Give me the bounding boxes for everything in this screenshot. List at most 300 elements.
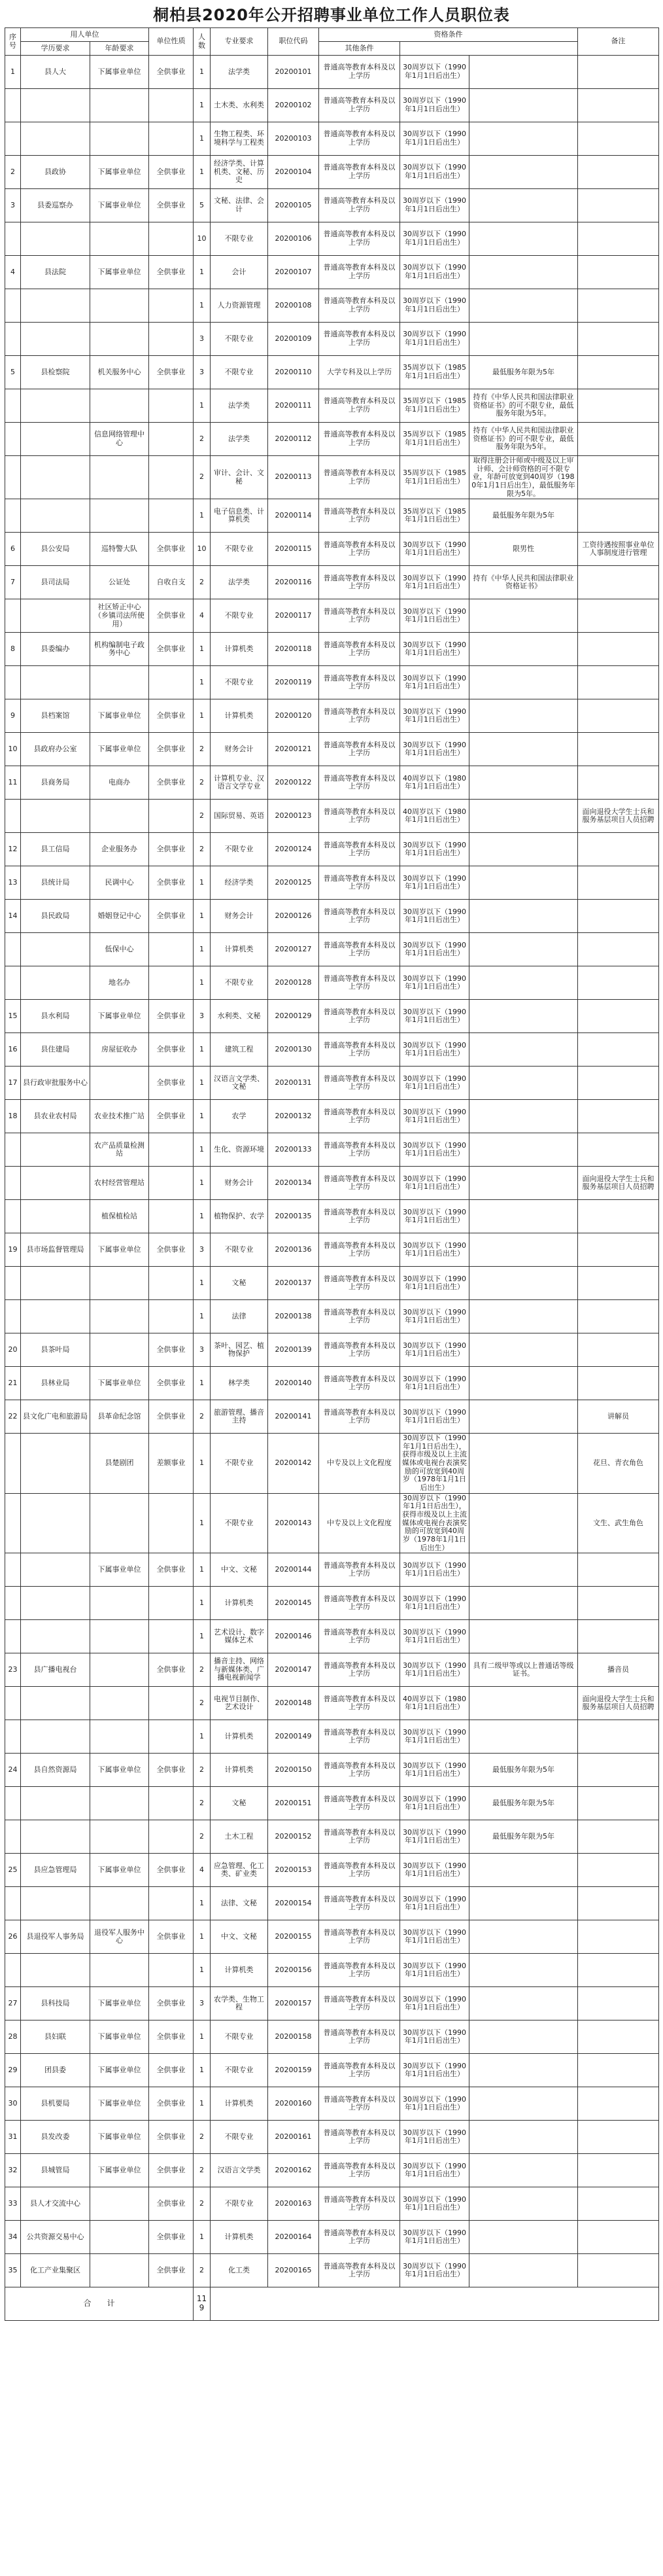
dept-cell [21,1720,90,1754]
unit-cell: 下属事业单位 [90,1367,149,1400]
seq-cell: 25 [5,1854,21,1887]
major-cell: 文秘 [211,1267,268,1300]
education-cell: 普通高等教育本科及以上学历 [319,2020,400,2054]
seq-cell [5,456,21,499]
age-cell: 30周岁以下（1990年1月1日后出生） [400,866,469,900]
age-cell: 30周岁以下（1990年1月1日后出生） [400,2121,469,2154]
major-cell: 不限专业 [211,1493,268,1553]
note-cell [578,1333,659,1367]
unit-type-cell: 全供事业 [149,2087,194,2121]
people-cell: 4 [194,599,211,633]
education-cell: 普通高等教育本科及以上学历 [319,1854,400,1887]
header-unit-type: 单位性质 [149,28,194,56]
age-cell: 30周岁以下（1990年1月1日后出生） [400,1233,469,1267]
seq-cell: 23 [5,1653,21,1687]
age-cell: 30周岁以下（1990年1月1日后出生） [400,1653,469,1687]
other-cond-cell [469,1587,578,1620]
unit-cell [90,1067,149,1100]
seq-cell: 13 [5,866,21,900]
other-cond-cell [469,1100,578,1133]
table-row [5,866,659,900]
seq-cell: 14 [5,900,21,933]
dept-cell: 县委编办 [21,633,90,666]
age-cell: 35周岁以下（1985年1月1日后出生） [400,423,469,456]
other-cond-cell [469,1267,578,1300]
total-blank [211,2287,659,2321]
unit-type-cell: 全供事业 [149,599,194,633]
people-cell: 10 [194,222,211,256]
age-cell: 30周岁以下（1990年1月1日后出生） [400,156,469,189]
unit-type-cell: 全供事业 [149,1067,194,1100]
age-cell: 30周岁以下（1990年1月1日后出生） [400,222,469,256]
other-cond-cell [469,222,578,256]
code-cell: 20200151 [268,1787,319,1820]
code-cell: 20200132 [268,1100,319,1133]
table-row [5,1920,659,1954]
dept-cell: 县机要局 [21,2087,90,2121]
major-cell: 文秘 [211,1787,268,1820]
unit-cell [90,1333,149,1367]
code-cell: 20200165 [268,2254,319,2287]
education-cell: 普通高等教育本科及以上学历 [319,1820,400,1854]
unit-cell [90,1954,149,1987]
code-cell: 20200164 [268,2221,319,2254]
dept-cell: 化工产业集聚区 [21,2254,90,2287]
people-cell: 2 [194,2121,211,2154]
education-cell: 普通高等教育本科及以上学历 [319,699,400,733]
people-cell: 2 [194,1787,211,1820]
people-cell: 2 [194,733,211,766]
unit-type-cell: 全供事业 [149,1653,194,1687]
table-row [5,2154,659,2187]
unit-cell: 下属事业单位 [90,2087,149,2121]
seq-cell: 9 [5,699,21,733]
note-cell [578,1620,659,1653]
unit-cell: 下属事业单位 [90,1987,149,2020]
other-cond-cell [469,2221,578,2254]
unit-cell [90,1620,149,1653]
seq-cell [5,599,21,633]
header-other: 其他条件 [319,42,400,56]
other-cond-cell: 最低服务年限为5年 [469,356,578,389]
major-cell: 计算机类 [211,699,268,733]
seq-cell [5,666,21,699]
other-cond-cell [469,289,578,323]
major-cell: 不限专业 [211,666,268,699]
other-cond-cell: 取得注册会计师或中级及以上审计师、会计师资格的可不限专业，年龄可放宽到40周岁（1980年1月1日后出生），最低服务年限为5年。 [469,456,578,499]
note-cell [578,1300,659,1333]
unit-type-cell: 全供事业 [149,1033,194,1067]
major-cell: 不限专业 [211,533,268,566]
unit-cell [90,1493,149,1553]
table-row [5,1687,659,1720]
unit-cell [90,1887,149,1920]
code-cell: 20200110 [268,356,319,389]
table-row [5,566,659,599]
education-cell: 中专及以上文化程度 [319,1434,400,1493]
other-cond-cell: 最低服务年限为5年 [469,499,578,533]
major-cell: 计算机类 [211,1754,268,1787]
other-cond-cell [469,2254,578,2287]
code-cell: 20200101 [268,56,319,89]
education-cell: 普通高等教育本科及以上学历 [319,499,400,533]
age-cell: 30周岁以下（1990年1月1日后出生） [400,323,469,356]
seq-cell [5,323,21,356]
unit-cell: 下属事业单位 [90,189,149,222]
other-cond-cell: 最低服务年限为5年 [469,1787,578,1820]
table-row [5,1620,659,1653]
seq-cell [5,389,21,423]
unit-type-cell: 全供事业 [149,2221,194,2254]
major-cell: 植物保护、农学 [211,1200,268,1233]
other-cond-cell [469,833,578,866]
dept-cell: 县政协 [21,156,90,189]
header-code: 职位代码 [268,28,319,56]
note-cell [578,89,659,122]
unit-type-cell [149,1620,194,1653]
code-cell: 20200103 [268,122,319,156]
unit-cell: 低保中心 [90,933,149,966]
table-row [5,289,659,323]
education-cell: 普通高等教育本科及以上学历 [319,2254,400,2287]
people-cell: 2 [194,2254,211,2287]
note-cell [578,56,659,89]
age-cell: 30周岁以下（1990年1月1日后出生） [400,1887,469,1920]
age-cell: 30周岁以下（1990年1月1日后出生） [400,1167,469,1200]
code-cell: 20200143 [268,1493,319,1553]
table-row [5,1653,659,1687]
age-cell: 30周岁以下（1990年1月1日后出生），获得市级及以上主流媒体或电视台表演奖励的可放宽到40周岁（1978年1月1日后出生） [400,1434,469,1493]
education-cell: 普通高等教育本科及以上学历 [319,89,400,122]
dept-cell: 县城管局 [21,2154,90,2187]
age-cell: 30周岁以下（1990年1月1日后出生） [400,633,469,666]
major-cell: 会计 [211,256,268,289]
seq-cell: 24 [5,1754,21,1787]
dept-cell: 县水利局 [21,1000,90,1033]
other-cond-cell [469,1367,578,1400]
note-cell [578,666,659,699]
other-cond-cell [469,1167,578,1200]
table-row [5,633,659,666]
dept-cell: 县应急管理局 [21,1854,90,1887]
other-cond-cell [469,1300,578,1333]
code-cell: 20200147 [268,1653,319,1687]
major-cell: 土木工程 [211,1820,268,1854]
seq-cell [5,1133,21,1167]
note-cell: 面向退役大学生士兵和服务基层项目人员招聘 [578,800,659,833]
code-cell: 20200133 [268,1133,319,1167]
header-education: 学历要求 [21,42,90,56]
other-cond-cell [469,633,578,666]
seq-cell: 2 [5,156,21,189]
dept-cell: 县广播电视台 [21,1653,90,1687]
unit-type-cell: 全供事业 [149,2054,194,2087]
dept-cell [21,1300,90,1333]
education-cell: 普通高等教育本科及以上学历 [319,1133,400,1167]
header-people: 人数 [194,28,211,56]
code-cell: 20200106 [268,222,319,256]
education-cell: 普通高等教育本科及以上学历 [319,2221,400,2254]
education-cell: 普通高等教育本科及以上学历 [319,1653,400,1687]
age-cell: 30周岁以下（1990年1月1日后出生） [400,1854,469,1887]
table-row [5,1100,659,1133]
other-cond-cell [469,2020,578,2054]
major-cell: 法学类 [211,389,268,423]
table-row [5,499,659,533]
other-cond-cell [469,189,578,222]
age-cell: 40周岁以下（1980年1月1日后出生） [400,766,469,800]
education-cell: 普通高等教育本科及以上学历 [319,289,400,323]
age-cell: 30周岁以下（1990年1月1日后出生） [400,699,469,733]
other-cond-cell [469,1920,578,1954]
education-cell: 普通高等教育本科及以上学历 [319,666,400,699]
other-cond-cell: 持有《中华人民共和国法律职业资格证书》的可不限专业，最低服务年限为5年。 [469,389,578,423]
table-row [5,733,659,766]
other-cond-cell [469,256,578,289]
unit-cell: 植保植检站 [90,1200,149,1233]
dept-cell: 县科技局 [21,1987,90,2020]
table-row [5,933,659,966]
note-cell [578,1100,659,1133]
education-cell: 普通高等教育本科及以上学历 [319,1553,400,1587]
dept-cell: 县商务局 [21,766,90,800]
major-cell: 财务会计 [211,900,268,933]
unit-cell [90,1720,149,1754]
people-cell: 1 [194,2054,211,2087]
people-cell: 1 [194,89,211,122]
seq-cell: 20 [5,1333,21,1367]
note-cell [578,2087,659,2121]
code-cell: 20200140 [268,1367,319,1400]
seq-cell: 11 [5,766,21,800]
code-cell: 20200108 [268,289,319,323]
code-cell: 20200162 [268,2154,319,2187]
note-cell [578,1267,659,1300]
table-row [5,900,659,933]
note-cell [578,1200,659,1233]
other-cond-cell [469,1400,578,1434]
unit-type-cell [149,423,194,456]
note-cell [578,733,659,766]
other-cond-cell [469,1720,578,1754]
seq-cell: 21 [5,1367,21,1400]
people-cell: 2 [194,1820,211,1854]
people-cell: 1 [194,1200,211,1233]
code-cell: 20200156 [268,1954,319,1987]
code-cell: 20200150 [268,1754,319,1787]
note-cell [578,699,659,733]
code-cell: 20200112 [268,423,319,456]
other-cond-cell [469,1620,578,1653]
unit-type-cell [149,89,194,122]
people-cell: 1 [194,1920,211,1954]
seq-cell: 3 [5,189,21,222]
unit-cell: 下属事业单位 [90,2121,149,2154]
unit-cell: 下属事业单位 [90,56,149,89]
other-cond-cell [469,599,578,633]
age-cell: 30周岁以下（1990年1月1日后出生） [400,89,469,122]
unit-type-cell: 全供事业 [149,56,194,89]
table-row [5,1033,659,1067]
seq-cell [5,1720,21,1754]
note-cell [578,633,659,666]
code-cell: 20200107 [268,256,319,289]
unit-type-cell: 全供事业 [149,1400,194,1434]
unit-cell [90,222,149,256]
age-cell: 30周岁以下（1990年1月1日后出生），获得市级及以上主流媒体或电视台表演奖励的可放宽到40周岁（1978年1月1日后出生） [400,1493,469,1553]
people-cell: 2 [194,1653,211,1687]
code-cell: 20200152 [268,1820,319,1854]
note-cell [578,222,659,256]
other-cond-cell [469,1067,578,1100]
age-cell: 30周岁以下（1990年1月1日后出生） [400,1754,469,1787]
education-cell: 普通高等教育本科及以上学历 [319,1587,400,1620]
unit-type-cell: 全供事业 [149,356,194,389]
unit-type-cell [149,389,194,423]
unit-cell: 地名办 [90,966,149,1000]
table-row [5,666,659,699]
age-cell: 30周岁以下（1990年1月1日后出生） [400,289,469,323]
education-cell: 普通高等教育本科及以上学历 [319,1067,400,1100]
unit-cell: 婚姻登记中心 [90,900,149,933]
major-cell: 经济学类 [211,866,268,900]
education-cell: 普通高等教育本科及以上学历 [319,1333,400,1367]
unit-type-cell: 全供事业 [149,2187,194,2221]
major-cell: 化工类 [211,2254,268,2287]
code-cell: 20200119 [268,666,319,699]
unit-type-cell [149,1300,194,1333]
unit-cell [90,1653,149,1687]
education-cell: 普通高等教育本科及以上学历 [319,1987,400,2020]
unit-type-cell [149,222,194,256]
note-cell [578,1720,659,1754]
unit-cell: 电商办 [90,766,149,800]
table-row [5,599,659,633]
unit-type-cell [149,456,194,499]
dept-cell [21,1133,90,1167]
major-cell: 播音主持、网络与新媒体类、广播电视新闻学 [211,1653,268,1687]
unit-cell: 下属事业单位 [90,1754,149,1787]
other-cond-cell [469,1553,578,1587]
other-cond-cell [469,2087,578,2121]
education-cell: 普通高等教育本科及以上学历 [319,1687,400,1720]
other-cond-cell [469,1133,578,1167]
major-cell: 计算机专业、汉语言文学专业 [211,766,268,800]
age-cell: 30周岁以下（1990年1月1日后出生） [400,2221,469,2254]
age-cell: 30周岁以下（1990年1月1日后出生） [400,1100,469,1133]
other-cond-cell [469,1333,578,1367]
education-cell: 中专及以上文化程度 [319,1493,400,1553]
unit-type-cell [149,1887,194,1920]
people-cell: 1 [194,289,211,323]
unit-cell: 民调中心 [90,866,149,900]
table-row [5,533,659,566]
note-cell [578,1920,659,1954]
dept-cell [21,599,90,633]
note-cell [578,933,659,966]
people-cell: 1 [194,933,211,966]
note-cell [578,1987,659,2020]
dept-cell [21,89,90,122]
unit-type-cell: 全供事业 [149,1233,194,1267]
table-row [5,1553,659,1587]
people-cell: 2 [194,423,211,456]
education-cell: 普通高等教育本科及以上学历 [319,766,400,800]
other-cond-cell [469,2121,578,2154]
dept-cell: 公共资源交易中心 [21,2221,90,2254]
note-cell [578,1887,659,1920]
age-cell: 35周岁以下（1985年1月1日后出生） [400,456,469,499]
dept-cell: 县茶叶局 [21,1333,90,1367]
people-cell: 2 [194,456,211,499]
code-cell: 20200139 [268,1333,319,1367]
unit-cell [90,289,149,323]
note-cell [578,423,659,456]
major-cell: 计算机类 [211,1720,268,1754]
major-cell: 法学类 [211,423,268,456]
unit-cell [90,323,149,356]
other-cond-cell: 最低服务年限为5年 [469,1754,578,1787]
education-cell: 普通高等教育本科及以上学历 [319,1300,400,1333]
people-cell: 1 [194,1167,211,1200]
age-cell: 30周岁以下（1990年1月1日后出生） [400,2087,469,2121]
note-cell: 播音员 [578,1653,659,1687]
code-cell: 20200105 [268,189,319,222]
education-cell: 普通高等教育本科及以上学历 [319,733,400,766]
unit-type-cell [149,1720,194,1754]
age-cell: 30周岁以下（1990年1月1日后出生） [400,666,469,699]
table-row [5,1400,659,1434]
unit-type-cell [149,499,194,533]
age-cell: 30周岁以下（1990年1月1日后出生） [400,56,469,89]
major-cell: 财务会计 [211,1167,268,1200]
note-cell [578,1033,659,1067]
people-cell: 1 [194,2221,211,2254]
other-cond-cell [469,1954,578,1987]
code-cell: 20200130 [268,1033,319,1067]
seq-cell: 28 [5,2020,21,2054]
table-row [5,2121,659,2154]
major-cell: 国际贸易、英语 [211,800,268,833]
age-cell: 40周岁以下（1980年1月1日后出生） [400,1687,469,1720]
education-cell: 普通高等教育本科及以上学历 [319,1367,400,1400]
unit-cell [90,456,149,499]
dept-cell: 县行政审批服务中心 [21,1067,90,1100]
age-cell: 30周岁以下（1990年1月1日后出生） [400,1920,469,1954]
table-body [5,56,659,2321]
note-cell [578,2054,659,2087]
code-cell: 20200137 [268,1267,319,1300]
table-row [5,356,659,389]
people-cell: 3 [194,356,211,389]
people-cell: 10 [194,533,211,566]
code-cell: 20200163 [268,2187,319,2221]
people-cell: 1 [194,1434,211,1493]
age-cell: 30周岁以下（1990年1月1日后出生） [400,1620,469,1653]
education-cell: 普通高等教育本科及以上学历 [319,189,400,222]
dept-cell: 县工信局 [21,833,90,866]
unit-cell: 农村经营管理站 [90,1167,149,1200]
unit-cell [90,2221,149,2254]
code-cell: 20200136 [268,1233,319,1267]
code-cell: 20200141 [268,1400,319,1434]
major-cell: 电视节目制作、艺术设计 [211,1687,268,1720]
note-cell [578,2187,659,2221]
age-cell: 30周岁以下（1990年1月1日后出生） [400,1133,469,1167]
seq-cell: 4 [5,256,21,289]
code-cell: 20200104 [268,156,319,189]
age-cell: 30周岁以下（1990年1月1日后出生） [400,1720,469,1754]
